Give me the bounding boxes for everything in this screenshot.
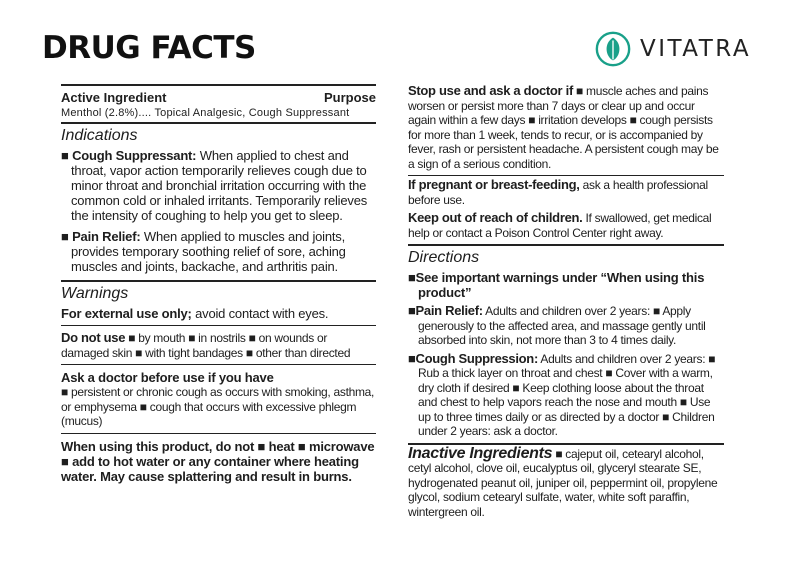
divider xyxy=(61,84,376,86)
cough-suppressant-label: Cough Suppressant: xyxy=(72,148,197,163)
warnings-heading: Warnings xyxy=(61,285,129,302)
do-not-use-block xyxy=(61,331,376,360)
pain-relief-block: ■ Pain Relief: When applied to muscles and joints, provides temporary soothing relief of sore, aching muscles and joints, backache, and arthritis pain. xyxy=(61,229,346,274)
page-title: DRUG FACTS xyxy=(42,30,256,66)
active-ingredient-label: Active Ingredient xyxy=(61,90,167,105)
indications-heading: Indications xyxy=(61,127,138,144)
cough-suppressant-block: ■ Cough Suppressant: When applied to chest and throat, vapor action temporarily relieves cough due to minor throat and bronchial irritation occurring with the common cold or inhaled irritants. Temporarily relieves the intensity of coughing to help you get to sleep. xyxy=(61,148,368,223)
pregnant-block xyxy=(408,178,724,207)
stop-use-label: Stop use and ask a doctor if xyxy=(408,83,573,98)
left-column xyxy=(61,84,376,484)
do-not-use-text: ■ by mouth ■ in nostrils ■ on wounds or damaged skin ■ with tight bandages ■ other than directed xyxy=(61,331,351,360)
divider xyxy=(61,122,376,124)
pain-relief-text: When applied to muscles and joints, provides temporary soothing relief of sore, aching muscles and joints, backache, and arthritis pain. xyxy=(71,229,346,274)
divider xyxy=(61,364,376,365)
purpose-label: Purpose xyxy=(323,90,376,105)
keep-out-block xyxy=(408,211,724,240)
inactive-ingredients-heading: Inactive Ingredients xyxy=(408,444,553,462)
brand-logo xyxy=(594,30,751,68)
directions-heading: Directions xyxy=(408,249,480,266)
divider xyxy=(408,244,724,246)
pregnant-label: If pregnant or breast-feeding, xyxy=(408,177,580,192)
divider xyxy=(61,433,376,434)
external-use-line xyxy=(61,306,376,321)
right-column xyxy=(408,84,724,519)
stop-use-block xyxy=(408,84,724,171)
leaf-logo-icon xyxy=(594,30,632,68)
directions-cough-text: Adults and children over 2 years: ■ Rub a thick layer on throat and chest ■ Cover with a warm, dry cloth if desired ■ Keep clothing loose about the throat and chest to help vapors reach the nose and mouth ■ Use up to three times daily or as directed by a doctor ■ Children under 2 years: ask a doctor. xyxy=(418,351,716,438)
do-not-use-label: Do not use xyxy=(61,330,126,345)
pregnant-text: ask a health professional before use. xyxy=(408,178,708,207)
keep-out-text: If swallowed, get medical help or contact a Poison Control Center right away. xyxy=(408,211,712,240)
cough-suppressant-text: When applied to chest and throat, vapor action temporarily relieves cough due to minor throat and bronchial irritation occurring with the common cold or inhaled irritants. Temporarily relieves the intensity of coughing to help you get to sleep. xyxy=(71,148,368,223)
directions-pain-text: Adults and children over 2 years: ■ Apply generously to the affected area, and massage gently until absorbed into skin, not more than 3 to 4 times daily. xyxy=(418,304,706,347)
directions-cough-label: ■Cough Suppression: xyxy=(408,350,538,366)
ask-doctor-text: ■ persistent or chronic cough as occurs with smoking, asthma, or emphysema ■ cough that occurs with excessive phlegm (mucus) xyxy=(61,385,375,428)
directions-pain-label: ■Pain Relief: xyxy=(408,303,483,318)
active-ingredient-row: Menthol (2.8%).... Topical Analgesic, Cough Suppressant xyxy=(61,107,350,119)
inactive-ingredients-block xyxy=(408,444,724,520)
directions-pain-block xyxy=(408,304,724,348)
ask-doctor-heading: Ask a doctor before use if you have xyxy=(61,370,274,385)
when-using-text: When using this product, do not ■ heat ■ microwave ■ add to hot water or any container where heating water. May cause splattering and result in burns. xyxy=(61,438,375,484)
keep-out-label: Keep out of reach of children. xyxy=(408,210,583,225)
divider xyxy=(61,325,376,326)
pain-relief-label: Pain Relief: xyxy=(72,229,141,244)
divider xyxy=(61,280,376,282)
external-use-label: For external use only; xyxy=(61,306,192,321)
active-ingredient-header xyxy=(61,90,376,105)
inactive-ingredients-text: ■ cajeput oil, cetearyl alcohol, cetyl alcohol, clove oil, eucalyptus oil, glyceryl stearate SE, hydrogenated peanut oil, juniper oil, peppermint oil, propylene glycol, sodium cetearyl sulfate, water, white soft paraffin, wintergreen oil. xyxy=(408,446,718,519)
see-warnings-text: ■See important warnings under “When using this product” xyxy=(408,270,705,300)
divider xyxy=(408,175,724,176)
brand-name: VITATRA xyxy=(640,36,752,62)
external-use-text: avoid contact with eyes. xyxy=(195,306,329,321)
stop-use-text: ■ muscle aches and pains worsen or persist more than 7 days or clear up and occur again within a few days ■ irritation develops ■ cough persists for more than 1 week, tends to recur, or is accompanied by fever, rash or persistent headache. A persistent cough may be a sign of a serious condition. xyxy=(408,84,719,171)
directions-cough-block xyxy=(408,352,724,439)
